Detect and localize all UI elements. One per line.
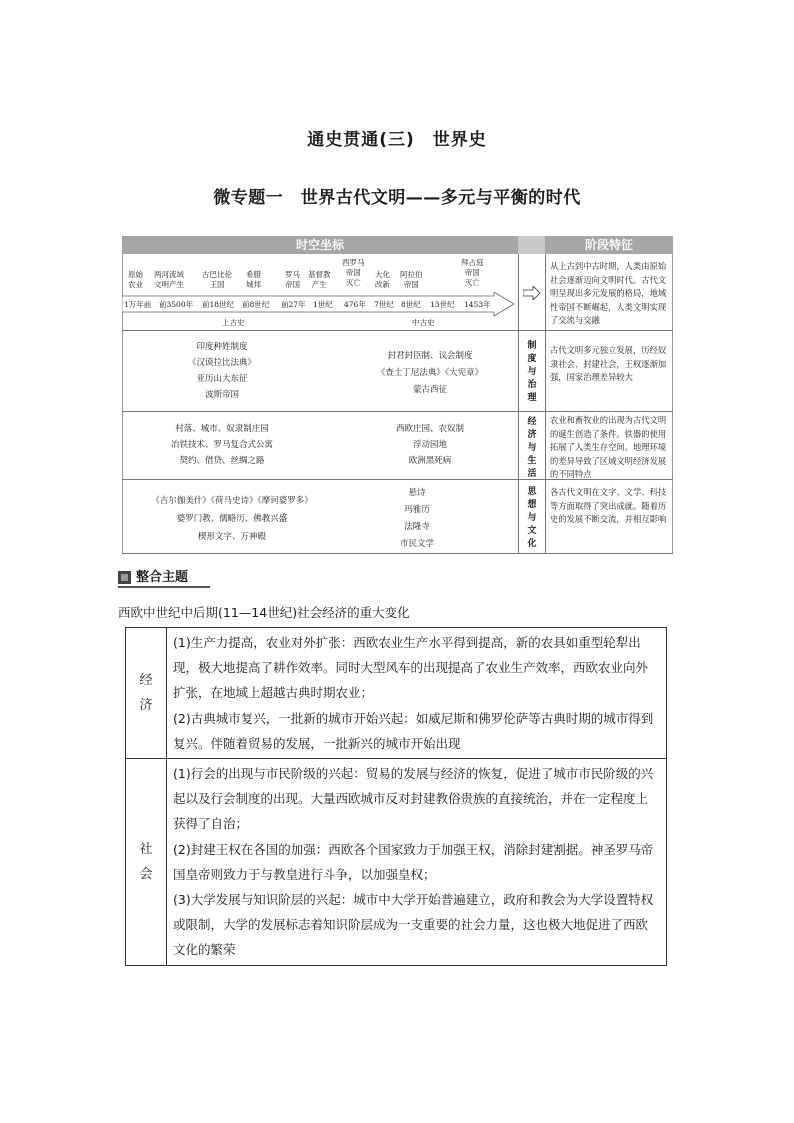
row-label: [126, 759, 167, 966]
era-label: 上古史: [222, 318, 245, 327]
row-divider: [122, 330, 673, 331]
row-content: [167, 628, 667, 759]
paragraph: (2)封建王权在各国的加强：西欧各个国家致力于加强王权，消除封建割据。神圣罗马帝国皇帝则致力于与教皇进行斗争，以加强皇权；: [173, 841, 654, 882]
event-label: 阿拉伯 帝国: [400, 270, 423, 289]
timeline-tick: 476年: [344, 300, 366, 309]
paragraph: (1)生产力提高，农业对外扩张：西欧农业生产水平得到提高，新的农具如重型轮犁出现，极大地提高了耕作效率。同时大型风车的出现提高了农业生产效率，西欧农业向外扩张，在地域上超越古典时期农业；: [173, 635, 649, 701]
era-label: 中古史: [412, 318, 435, 327]
event-label: 希腊 城邦: [246, 270, 261, 289]
section-intro: 西欧中世纪中后期(11—14世纪)社会经济的重大变化: [118, 605, 410, 620]
paragraph: (3)大学发展与知识阶层的兴起：城市中大学开始普遍建立，政府和教会为大学设置特权或限制，大学的发展标志着知识阶层成为一支重要的社会力量，这也极大地促进了西欧文化的繁荣: [173, 892, 654, 958]
row-label: [526, 340, 538, 405]
row-item: 《汉谟拉比法典》: [187, 358, 256, 368]
row-item: 婆罗门教、儒略历、佛教兴盛: [176, 514, 288, 524]
table-row: [126, 759, 667, 966]
paragraph: (2)古典城市复兴，一批新的城市开始兴起：如威尼斯和佛罗伦萨等古典时期的城市得到复兴。伴随着贸易的发展，一批新兴的城市开始出现: [173, 710, 654, 751]
row-feature: 农业和畜牧业的出现为古代文明的诞生创造了条件。铁器的使用拓展了人类生存空间。地理环境的差异导致了区域文明经济发展的不同特点: [550, 415, 667, 479]
row-item: 《查士丁尼法典》《大宪章》: [376, 368, 484, 378]
section-title: 整合主题: [136, 570, 189, 585]
timeline-tick: 13世纪: [430, 300, 455, 309]
row-item: 契约、借贷、丝绸之路: [179, 456, 265, 466]
stage-feature: 从上古到中古时期，人类由原始社会逐渐迈向文明时代。古代文明呈现出多元发展的格局，地域性帝国不断崛起，人类文明实现了交流与交融: [550, 261, 667, 325]
table-row: [126, 628, 667, 759]
row-label: [526, 416, 538, 481]
row-item: 印度种姓制度: [196, 342, 248, 352]
chart-header-left: 时空坐标: [122, 236, 518, 254]
chart-header-divider: [518, 236, 545, 254]
timeline-tick: 8世纪: [401, 300, 421, 309]
page-subtitle: 微专题一 世界古代文明——多元与平衡的时代: [213, 188, 581, 208]
row-item: 浮动园地: [412, 440, 447, 450]
row-item: 封君封臣制、议会制度: [387, 351, 473, 361]
row-item: 《吉尔伽美什》《荷马史诗》《摩诃婆罗多》: [151, 496, 313, 506]
row-item: 村落、城市、奴隶制庄园: [175, 424, 269, 434]
event-label: 原始 农业: [128, 270, 143, 289]
timeline-tick: 1453年: [464, 300, 491, 309]
row-feature: 各古代文明在文字、文学、科技等方面取得了突出成就。随着历史的发展不断交流，并相互影响: [550, 487, 667, 524]
event-label: 两河流域 文明产生: [154, 270, 184, 289]
row-label-text: 思想与文化: [527, 487, 537, 549]
event-label: 罗马 帝国: [285, 270, 300, 289]
row-item: 悬诗: [408, 488, 426, 498]
timeline-tick: 前8世纪: [242, 300, 270, 309]
row-item: 市民文学: [399, 539, 434, 549]
row-item: 冶铁技术、罗马复合式公寓: [170, 440, 273, 450]
paragraph: (1)行会的出现与市民阶级的兴起：贸易的发展与经济的恢复，促进了城市市民阶级的兴起以及行会制度的出现。大量西欧城市反对封建教俗贵族的直接统治，并在一定程度上获得了自治；: [173, 766, 654, 832]
row-divider: [122, 553, 673, 554]
event-label: 古巴比伦 王国: [202, 270, 232, 289]
divider: [518, 254, 519, 554]
row-item: 楔形文字、万神殿: [197, 532, 266, 542]
row-item: 西欧庄园、农奴制: [395, 424, 464, 434]
timeline-tick: 1万年前: [124, 300, 152, 309]
row-content: [167, 759, 667, 966]
section-icon: [118, 569, 131, 582]
timeline-tick: 前3500年: [159, 300, 194, 309]
row-item: 波斯帝国: [204, 390, 239, 400]
row-item: 欧洲黑死病: [408, 456, 452, 466]
row-label: [526, 486, 538, 551]
page-title: 通史贯通(三) 世界史: [307, 130, 487, 150]
row-label: [126, 628, 167, 759]
row-item: 法隆寺: [404, 522, 430, 532]
row-item: 蒙古西征: [412, 385, 447, 395]
event-label: 西罗马 帝国 灭亡: [342, 258, 365, 287]
timeline-tick: 前18世纪: [202, 300, 235, 309]
event-label: 大化 改新: [375, 270, 390, 289]
row-label-text: 经济与生活: [527, 417, 537, 479]
theme-table: [125, 627, 667, 966]
chart-header-right: 阶段特征: [545, 236, 673, 254]
right-arrow-icon: [523, 286, 541, 300]
row-label-text: 制度与治理: [527, 341, 537, 403]
timeline-tick: 7世纪: [374, 300, 394, 309]
event-label: 拜占庭 帝国 灭亡: [461, 258, 484, 287]
divider: [545, 254, 546, 554]
row-item: 亚历山大东征: [196, 374, 248, 384]
row-item: 玛雅历: [404, 505, 430, 515]
divider: [672, 254, 673, 554]
section-underline: [118, 586, 210, 588]
event-label: 基督教 产生: [308, 270, 331, 289]
row-label-text: 经济: [139, 673, 153, 713]
row-feature: 古代文明多元独立发展，历经奴隶社会、封建社会，王权逐渐加强，国家治理差异较大: [550, 345, 667, 382]
row-divider: [122, 411, 673, 412]
timeline-tick: 前27年: [281, 300, 306, 309]
row-label-text: 社会: [139, 841, 153, 882]
timeline-chart: [122, 236, 673, 554]
timeline-tick: 1世纪: [313, 300, 333, 309]
